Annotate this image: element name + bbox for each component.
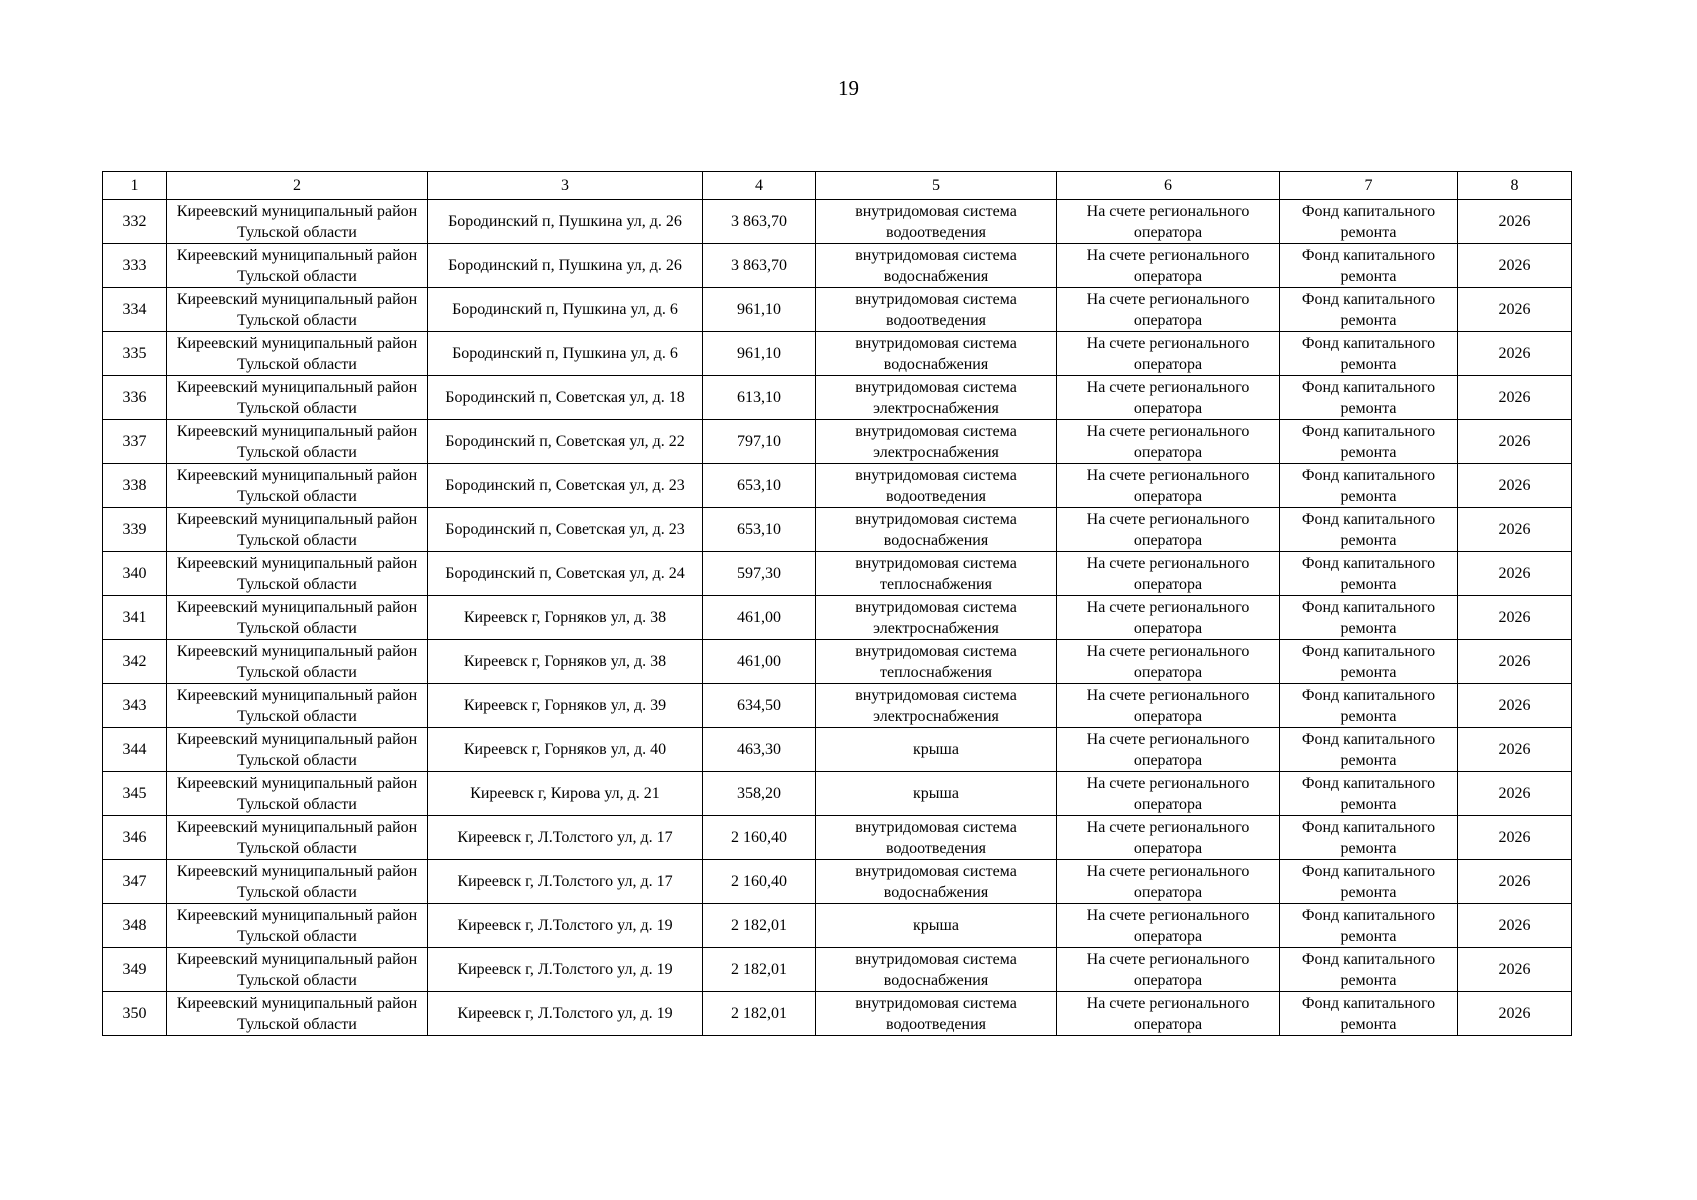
work-type-cell: внутридомовая система электроснабжения [816, 596, 1057, 640]
municipality-cell: Киреевский муниципальный район Тульской области [167, 332, 428, 376]
address-cell: Киреевск г, Л.Толстого ул, д. 17 [428, 816, 703, 860]
work-type-cell: внутридомовая система теплоснабжения [816, 640, 1057, 684]
work-type-cell: внутридомовая система электроснабжения [816, 420, 1057, 464]
work-type-cell: внутридомовая система электроснабжения [816, 684, 1057, 728]
address-cell: Киреевск г, Горняков ул, д. 38 [428, 596, 703, 640]
row-number-cell: 337 [103, 420, 167, 464]
municipality-cell: Киреевский муниципальный район Тульской области [167, 508, 428, 552]
municipality-cell: Киреевский муниципальный район Тульской области [167, 860, 428, 904]
fund-account-cell: На счете регионального оператора [1057, 596, 1280, 640]
table-row [103, 904, 1572, 948]
funding-source-cell: Фонд капитального ремонта [1280, 772, 1458, 816]
year-cell: 2026 [1458, 464, 1572, 508]
column-header-3: 3 [428, 172, 703, 200]
area-cell: 2 160,40 [703, 860, 816, 904]
row-number-cell: 343 [103, 684, 167, 728]
address-cell: Киреевск г, Л.Толстого ул, д. 19 [428, 948, 703, 992]
table-row [103, 376, 1572, 420]
year-cell: 2026 [1458, 200, 1572, 244]
fund-account-cell: На счете регионального оператора [1057, 948, 1280, 992]
funding-source-cell: Фонд капитального ремонта [1280, 948, 1458, 992]
table-row [103, 200, 1572, 244]
row-number-cell: 345 [103, 772, 167, 816]
municipality-cell: Киреевский муниципальный район Тульской области [167, 244, 428, 288]
year-cell: 2026 [1458, 816, 1572, 860]
year-cell: 2026 [1458, 420, 1572, 464]
municipality-cell: Киреевский муниципальный район Тульской области [167, 640, 428, 684]
fund-account-cell: На счете регионального оператора [1057, 860, 1280, 904]
fund-account-cell: На счете регионального оператора [1057, 904, 1280, 948]
year-cell: 2026 [1458, 244, 1572, 288]
address-cell: Киреевск г, Л.Толстого ул, д. 17 [428, 860, 703, 904]
table-row [103, 288, 1572, 332]
work-type-cell: внутридомовая система водоотведения [816, 816, 1057, 860]
year-cell: 2026 [1458, 948, 1572, 992]
column-header-7: 7 [1280, 172, 1458, 200]
row-number-cell: 341 [103, 596, 167, 640]
row-number-cell: 334 [103, 288, 167, 332]
year-cell: 2026 [1458, 684, 1572, 728]
funding-source-cell: Фонд капитального ремонта [1280, 508, 1458, 552]
area-cell: 461,00 [703, 596, 816, 640]
funding-source-cell: Фонд капитального ремонта [1280, 992, 1458, 1036]
year-cell: 2026 [1458, 640, 1572, 684]
work-type-cell: внутридомовая система водоснабжения [816, 508, 1057, 552]
fund-account-cell: На счете регионального оператора [1057, 992, 1280, 1036]
work-type-cell: внутридомовая система водоснабжения [816, 860, 1057, 904]
row-number-cell: 338 [103, 464, 167, 508]
fund-account-cell: На счете регионального оператора [1057, 552, 1280, 596]
table-row [103, 552, 1572, 596]
row-number-cell: 347 [103, 860, 167, 904]
address-cell: Бородинский п, Пушкина ул, д. 26 [428, 200, 703, 244]
area-cell: 358,20 [703, 772, 816, 816]
area-cell: 463,30 [703, 728, 816, 772]
table-row [103, 772, 1572, 816]
area-cell: 2 160,40 [703, 816, 816, 860]
funding-source-cell: Фонд капитального ремонта [1280, 244, 1458, 288]
table-body [103, 200, 1572, 1036]
work-type-cell: крыша [816, 904, 1057, 948]
year-cell: 2026 [1458, 728, 1572, 772]
address-cell: Киреевск г, Л.Толстого ул, д. 19 [428, 904, 703, 948]
table-row [103, 640, 1572, 684]
year-cell: 2026 [1458, 508, 1572, 552]
year-cell: 2026 [1458, 552, 1572, 596]
work-type-cell: внутридомовая система водоотведения [816, 200, 1057, 244]
fund-account-cell: На счете регионального оператора [1057, 420, 1280, 464]
row-number-cell: 339 [103, 508, 167, 552]
row-number-cell: 332 [103, 200, 167, 244]
table-row [103, 332, 1572, 376]
work-type-cell: внутридомовая система водоотведения [816, 464, 1057, 508]
table-row [103, 464, 1572, 508]
work-type-cell: внутридомовая система водоснабжения [816, 244, 1057, 288]
area-cell: 961,10 [703, 288, 816, 332]
municipality-cell: Киреевский муниципальный район Тульской области [167, 552, 428, 596]
address-cell: Бородинский п, Советская ул, д. 22 [428, 420, 703, 464]
fund-account-cell: На счете регионального оператора [1057, 772, 1280, 816]
fund-account-cell: На счете регионального оператора [1057, 288, 1280, 332]
fund-account-cell: На счете регионального оператора [1057, 508, 1280, 552]
area-cell: 653,10 [703, 508, 816, 552]
funding-source-cell: Фонд капитального ремонта [1280, 640, 1458, 684]
funding-source-cell: Фонд капитального ремонта [1280, 464, 1458, 508]
year-cell: 2026 [1458, 596, 1572, 640]
row-number-cell: 350 [103, 992, 167, 1036]
municipality-cell: Киреевский муниципальный район Тульской области [167, 816, 428, 860]
table-row [103, 992, 1572, 1036]
year-cell: 2026 [1458, 860, 1572, 904]
register-table [102, 171, 1572, 1036]
row-number-cell: 333 [103, 244, 167, 288]
address-cell: Бородинский п, Советская ул, д. 24 [428, 552, 703, 596]
row-number-cell: 336 [103, 376, 167, 420]
address-cell: Бородинский п, Пушкина ул, д. 6 [428, 288, 703, 332]
address-cell: Бородинский п, Советская ул, д. 23 [428, 508, 703, 552]
year-cell: 2026 [1458, 332, 1572, 376]
address-cell: Киреевск г, Горняков ул, д. 40 [428, 728, 703, 772]
funding-source-cell: Фонд капитального ремонта [1280, 816, 1458, 860]
area-cell: 613,10 [703, 376, 816, 420]
funding-source-cell: Фонд капитального ремонта [1280, 552, 1458, 596]
year-cell: 2026 [1458, 288, 1572, 332]
column-header-1: 1 [103, 172, 167, 200]
fund-account-cell: На счете регионального оператора [1057, 332, 1280, 376]
fund-account-cell: На счете регионального оператора [1057, 684, 1280, 728]
table-header [103, 172, 1572, 200]
table-row [103, 728, 1572, 772]
address-cell: Киреевск г, Л.Толстого ул, д. 19 [428, 992, 703, 1036]
municipality-cell: Киреевский муниципальный район Тульской области [167, 596, 428, 640]
area-cell: 2 182,01 [703, 992, 816, 1036]
area-cell: 461,00 [703, 640, 816, 684]
municipality-cell: Киреевский муниципальный район Тульской области [167, 420, 428, 464]
work-type-cell: внутридомовая система водоотведения [816, 992, 1057, 1036]
year-cell: 2026 [1458, 904, 1572, 948]
table-row [103, 420, 1572, 464]
municipality-cell: Киреевский муниципальный район Тульской области [167, 464, 428, 508]
row-number-cell: 344 [103, 728, 167, 772]
table-row [103, 860, 1572, 904]
work-type-cell: крыша [816, 728, 1057, 772]
funding-source-cell: Фонд капитального ремонта [1280, 200, 1458, 244]
fund-account-cell: На счете регионального оператора [1057, 376, 1280, 420]
area-cell: 597,30 [703, 552, 816, 596]
municipality-cell: Киреевский муниципальный район Тульской области [167, 200, 428, 244]
municipality-cell: Киреевский муниципальный район Тульской области [167, 684, 428, 728]
address-cell: Киреевск г, Горняков ул, д. 38 [428, 640, 703, 684]
municipality-cell: Киреевский муниципальный район Тульской области [167, 904, 428, 948]
column-header-8: 8 [1458, 172, 1572, 200]
work-type-cell: внутридомовая система теплоснабжения [816, 552, 1057, 596]
funding-source-cell: Фонд капитального ремонта [1280, 684, 1458, 728]
municipality-cell: Киреевский муниципальный район Тульской области [167, 288, 428, 332]
area-cell: 634,50 [703, 684, 816, 728]
table-row [103, 508, 1572, 552]
row-number-cell: 348 [103, 904, 167, 948]
funding-source-cell: Фонд капитального ремонта [1280, 904, 1458, 948]
table-row [103, 816, 1572, 860]
header-row [103, 172, 1572, 200]
fund-account-cell: На счете регионального оператора [1057, 464, 1280, 508]
row-number-cell: 349 [103, 948, 167, 992]
funding-source-cell: Фонд капитального ремонта [1280, 596, 1458, 640]
work-type-cell: внутридомовая система водоотведения [816, 288, 1057, 332]
address-cell: Бородинский п, Советская ул, д. 23 [428, 464, 703, 508]
column-header-2: 2 [167, 172, 428, 200]
row-number-cell: 340 [103, 552, 167, 596]
address-cell: Бородинский п, Пушкина ул, д. 6 [428, 332, 703, 376]
row-number-cell: 342 [103, 640, 167, 684]
row-number-cell: 335 [103, 332, 167, 376]
row-number-cell: 346 [103, 816, 167, 860]
funding-source-cell: Фонд капитального ремонта [1280, 420, 1458, 464]
municipality-cell: Киреевский муниципальный район Тульской области [167, 772, 428, 816]
fund-account-cell: На счете регионального оператора [1057, 816, 1280, 860]
fund-account-cell: На счете регионального оператора [1057, 640, 1280, 684]
area-cell: 961,10 [703, 332, 816, 376]
address-cell: Бородинский п, Советская ул, д. 18 [428, 376, 703, 420]
year-cell: 2026 [1458, 376, 1572, 420]
funding-source-cell: Фонд капитального ремонта [1280, 332, 1458, 376]
address-cell: Киреевск г, Кирова ул, д. 21 [428, 772, 703, 816]
table-row [103, 948, 1572, 992]
area-cell: 3 863,70 [703, 244, 816, 288]
area-cell: 3 863,70 [703, 200, 816, 244]
column-header-4: 4 [703, 172, 816, 200]
area-cell: 653,10 [703, 464, 816, 508]
municipality-cell: Киреевский муниципальный район Тульской области [167, 992, 428, 1036]
address-cell: Киреевск г, Горняков ул, д. 39 [428, 684, 703, 728]
work-type-cell: внутридомовая система электроснабжения [816, 376, 1057, 420]
municipality-cell: Киреевский муниципальный район Тульской области [167, 728, 428, 772]
funding-source-cell: Фонд капитального ремонта [1280, 376, 1458, 420]
table-row [103, 244, 1572, 288]
work-type-cell: крыша [816, 772, 1057, 816]
column-header-5: 5 [816, 172, 1057, 200]
table-row [103, 684, 1572, 728]
area-cell: 2 182,01 [703, 904, 816, 948]
area-cell: 797,10 [703, 420, 816, 464]
area-cell: 2 182,01 [703, 948, 816, 992]
fund-account-cell: На счете регионального оператора [1057, 200, 1280, 244]
year-cell: 2026 [1458, 992, 1572, 1036]
work-type-cell: внутридомовая система водоснабжения [816, 948, 1057, 992]
funding-source-cell: Фонд капитального ремонта [1280, 288, 1458, 332]
fund-account-cell: На счете регионального оператора [1057, 728, 1280, 772]
fund-account-cell: На счете регионального оператора [1057, 244, 1280, 288]
column-header-6: 6 [1057, 172, 1280, 200]
year-cell: 2026 [1458, 772, 1572, 816]
municipality-cell: Киреевский муниципальный район Тульской области [167, 376, 428, 420]
funding-source-cell: Фонд капитального ремонта [1280, 860, 1458, 904]
address-cell: Бородинский п, Пушкина ул, д. 26 [428, 244, 703, 288]
municipality-cell: Киреевский муниципальный район Тульской области [167, 948, 428, 992]
funding-source-cell: Фонд капитального ремонта [1280, 728, 1458, 772]
page-number: 19 [838, 76, 859, 100]
work-type-cell: внутридомовая система водоснабжения [816, 332, 1057, 376]
table-row [103, 596, 1572, 640]
